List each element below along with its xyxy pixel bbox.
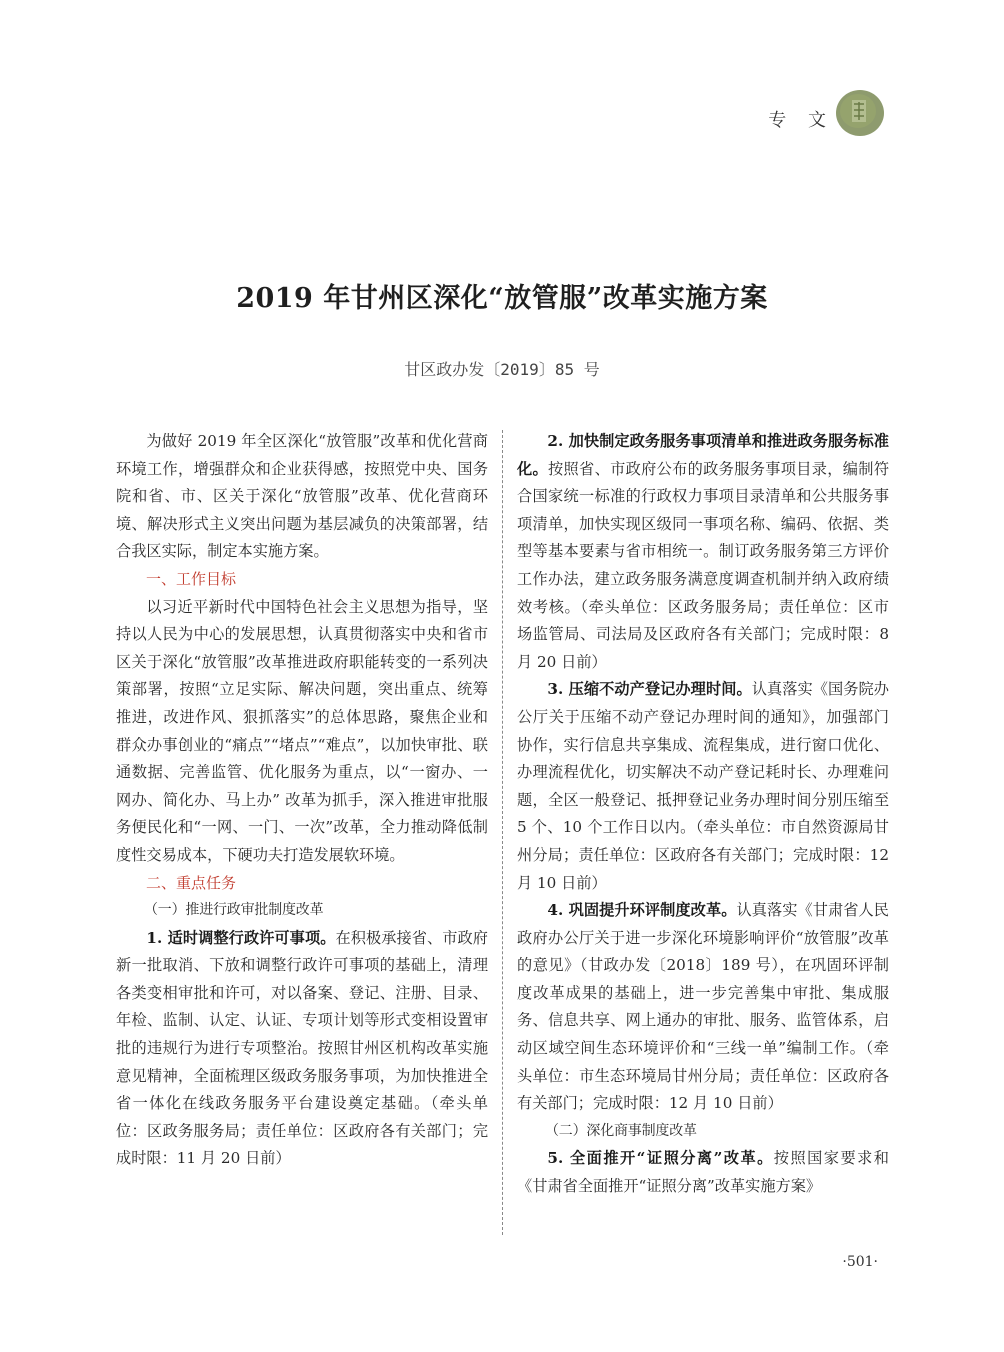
- task-item-title: 4. 巩固提升环评制度改革。: [547, 901, 737, 920]
- task-item-title: 2. 加快制定政务服务事项清单和推进政务服务标准化。: [517, 432, 889, 478]
- right-column: [517, 428, 889, 1201]
- section-heading: 一、工作目标: [146, 569, 237, 588]
- task-item: [116, 925, 488, 1173]
- seal-stamp-icon: [832, 86, 888, 138]
- document-title: 2019 年甘州区深化“放管服”改革实施方案: [236, 283, 768, 314]
- section-heading: 二、重点任务: [146, 873, 237, 892]
- task-item: [517, 1145, 889, 1200]
- body-paragraph: 以习近平新时代中国特色社会主义思想为指导，坚持以人民为中心的发展思想，认真贯彻落实中央和省市区关于深化“放管服”改革推进政府职能转变的一系列决策部署，按照“立足实际、解决问题，突出重点、统筹推进，改进作风、狠抓落实”的总体思路，聚焦企业和群众办事创业的“痛点”“堵点”“难点”，以加快审批、联通数据、完善监管、优化服务为重点，以“一窗办、一网办、简化办、马上办” 改革为抓手，深入推进审批服务便民化和“一网、一门、一次”改革，全力推动降低制度性交易成本，下硬功夫打造发展软环境。: [116, 597, 488, 864]
- body-paragraph: 为做好 2019 年全区深化“放管服”改革和优化营商环境工作，增强群众和企业获得感，按照党中央、国务院和省、市、区关于深化“放管服”改革、优化营商环境、解决形式主义突出问题为基层减负的决策部署，结合我区实际，制定本实施方案。: [116, 432, 488, 561]
- task-item: [517, 428, 889, 676]
- document-number: 甘区政办发〔2019〕85 号: [404, 360, 600, 379]
- task-item-body: 按照省、市政府公布的政务服务事项目录，编制符合国家统一标准的行政权力事项目录清单和公共服务事项清单，加快实现区级同一事项名称、编码、依据、类型等基本要素与省市相统一。制订政务服务第三方评价工作办法，建立政务服务满意度调查机制并纳入政府绩效考核。（牵头单位：区政务服务局；责任单位：区市场监管局、司法局及区政府各有关部门；完成时限：8 月 20 日前）: [517, 459, 890, 671]
- task-item-title: 1. 适时调整行政许可事项。: [146, 928, 336, 947]
- task-item: [517, 676, 889, 897]
- task-item-body: 按照国家要求和《甘肃省全面推开“证照分离”改革实施方案》: [517, 1149, 889, 1196]
- task-item-body: 在积极承接省、市政府新一批取消、下放和调整行政许可事项的基础上，清理各类变相审批和许可，对以备案、登记、注册、目录、年检、监制、认定、认证、专项计划等形式变相设置审批的违规行为进行专项整治。按照甘州区机构改革实施意见精神，全面梳理区级政务服务事项，为加快推进全省一体化在线政务服务平台建设奠定基础。（牵头单位：区政务服务局；责任单位：区政府各有关部门；完成时限：11 月 20 日前）: [116, 928, 488, 1168]
- section-label: 专 文: [768, 110, 834, 131]
- task-item: [517, 897, 889, 1118]
- subsection-heading: （一）推进行政审批制度改革: [144, 902, 324, 919]
- task-item-title: 3. 压缩不动产登记办理时间。: [547, 680, 752, 699]
- task-item-title: 5. 全面推开“证照分离”改革。: [547, 1149, 774, 1168]
- task-item-body: 认真落实《甘肃省人民政府办公厅关于进一步深化环境影响评价“放管服”改革的意见》（甘政办发〔2018〕189 号），在巩固环评制度改革成果的基础上，进一步完善集中审批、集成服务、信息共享、网上通办的审批、服务、监管体系，启动区域空间生态环境评价和“三线一单”编制工作。（牵头单位：市生态环境局甘州分局；责任单位：区政府各有关部门；完成时限：12 月 10 日前）: [517, 901, 889, 1113]
- page-number: ·501·: [842, 1254, 878, 1270]
- subsection-heading: （二）深化商事制度改革: [545, 1122, 697, 1139]
- column-divider: [502, 430, 503, 1235]
- task-item-body: 认真落实《国务院办公厅关于压缩不动产登记办理时间的通知》，加强部门协作，实行信息共享集成、流程集成，进行窗口优化、办理流程优化，切实解决不动产登记耗时长、办理难问题，全区一般登记、抵押登记业务办理时间分别压缩至 5 个、10 个工作日以内。（牵头单位：市自然资源局甘州分局；责任单位：区政府各有关部门；完成时限：12 月 10 日前）: [517, 680, 889, 892]
- left-column: [116, 428, 488, 1173]
